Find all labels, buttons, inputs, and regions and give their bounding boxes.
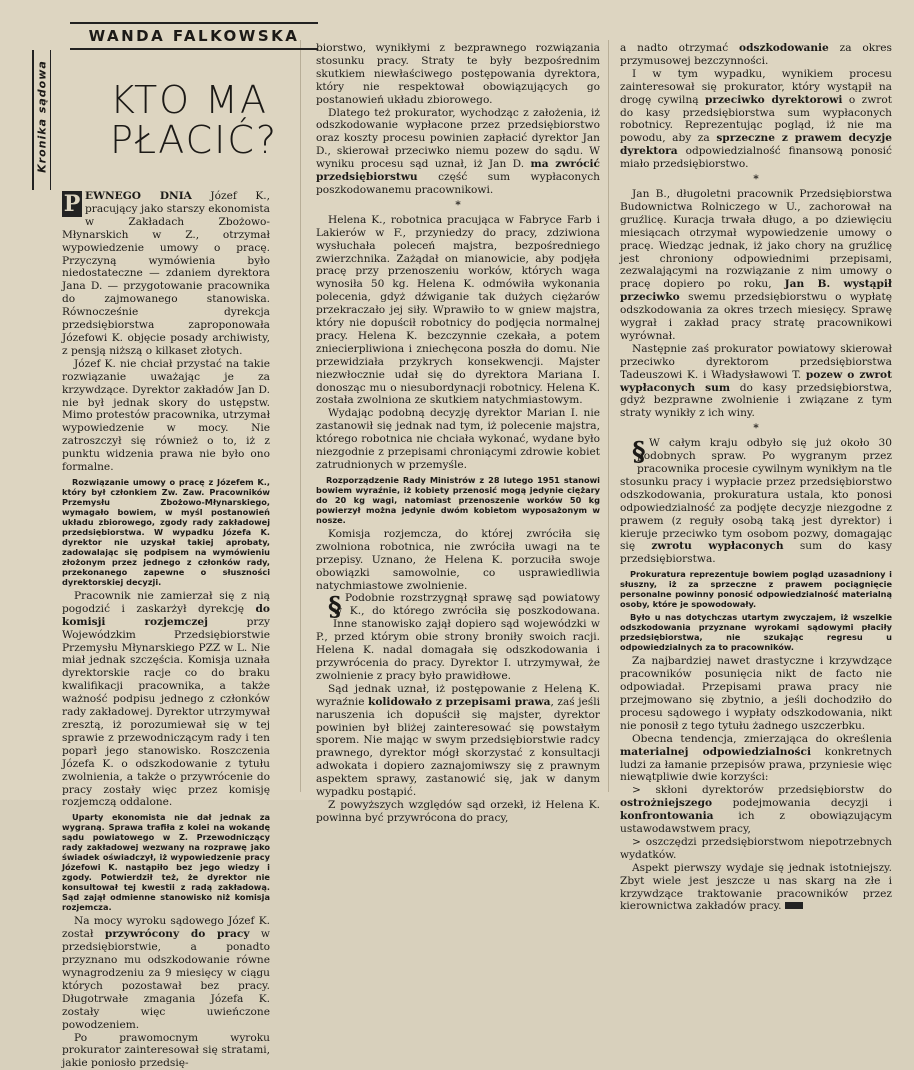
paragraph: Obecna tendencja, zmierzająca do określenia materialnej odpowiedzialności konkretnych ludzi za łamanie przepisów prawa, przyniesie więc niewątpliwie dwie korzyści:	[620, 733, 892, 785]
list-item: > skłoni dyrektorów przedsiębiorstw do ostrożniejszego podejmowania decyzji i konfrontowania ich z obowiązującym ustawodawstwem pracy,	[620, 784, 892, 836]
paragraph-section-icon: §	[316, 594, 330, 620]
paragraph: Sąd jednak uznał, iż postępowanie z Heleną K. wyraźnie kolidowało z przepisami prawa, zaś jeśli naruszenia ich dopuścił się majster, dyrektor powinien był bliżej zainteresować się powstałym sporem. Nie mając w swym przedsiębiorstwie radcy prawnego, dyrektor mógł skorzystać z konsultacji adwokata i dopiero zaznajomiwszy się z prawnym aspektem sprawy, zastanowić się, jak w danym wypadku postąpić.	[316, 683, 600, 799]
inset-note: Rozwiązanie umowy o pracę z Józefem K., który był członkiem Zw. Zaw. Pracowników Przemysłu Zbożowo-Młynarskiego, wymagało bowiem, w myśl postanowień układu zbiorowego, zgody rady zakładowej przedsiębiorstwa. W wypadku Józefa K. dyrektor nie uzyskał takiej aprobaty, zadowalając się podpisem na wymówieniu złożonym przez jednego z członków rady, przekonanego zapewne o słuszności dyrektorskiej decyzji.	[62, 477, 270, 587]
section-separator-star: *	[316, 199, 600, 212]
section-separator-star: *	[620, 173, 892, 186]
paragraph: Wydając podobną decyzję dyrektor Marian I. nie zastanowił się jednak nad tym, iż polecenie majstra, którego robotnica nie chciała wykonać, wydane było niezgodnie z przepisami chroniącymi zdrowie kobiet zatrudnionych w przemyśle.	[316, 407, 600, 472]
drop-cap: P	[62, 191, 82, 217]
paragraph: Komisja rozjemcza, do której zwróciła się zwolniona robotnica, nie zwróciła uwagi na te przepisy. Uznano, że Helena K. porzuciła swoje obowiązki samowolnie, co usprawiedliwia natychmiastowe zwolnienie.	[316, 528, 600, 593]
section-separator-star: *	[620, 422, 892, 435]
headline-line-2: PŁACIĆ?	[110, 120, 310, 160]
end-of-article-mark	[785, 902, 803, 909]
paragraph: Aspekt pierwszy wydaje się jednak istotniejszy. Zbyt wiele jest jeszcze u nas skarg na złe i krzywdzące traktowanie pracowników przez kierownictwa zakładów pracy.	[620, 862, 892, 914]
author-byline: WANDA FALKOWSKA	[70, 22, 318, 50]
article-headline	[110, 80, 310, 160]
paragraph: I w tym wypadku, wynikiem procesu zainteresował się prokurator, który wystąpił na drogę cywilną przeciwko dyrektorowi o zwrot do kasy przedsiębiorstwa sum wypłaconych robotnicy. Reprezentując pogląd, iż nie ma powodu, aby za sprzeczne z prawem decyzje dyrektora odpowiedzialność finansową ponosić miało przedsiębiorstwo.	[620, 68, 892, 171]
paragraph: biorstwo, wynikłymi z bezprawnego rozwiązania stosunku pracy. Straty te były bezpośrednim skutkiem niewłaściwego postępowania dyrektora, który nie respektował obowiązujących go postanowień układu zbiorowego.	[316, 42, 600, 107]
article-column-1	[62, 190, 270, 792]
paragraph: § W całym kraju odbyło się już około 30 podobnych spraw. Po wygranym przez pracownika procesie cywilnym wynikłym na tle stosunku pracy i wypłacie przez przedsiębiorstwo odszkodowania, prokuratura ustala, kto ponosi odpowiedzialność za podjęte decyzje niezgodne z prawem (z reguły osobą taką jest dyrektor) i kieruje przeciwko tym osobom pozwy, domagając się zwrotu wypłaconych sum do kasy przedsiębiorstwa.	[620, 437, 892, 566]
headline-line-1: KTO MA	[110, 80, 310, 120]
paragraph: Pracownik nie zamierzał się z nią pogodzić i zaskarżył dyrekcję do komisji rozjemczej przy Wojewódzkim Przedsiębiorstwie Przemysłu Młynarskiego PZZ w L. Nie miał jednak szczęścia. Komisja uznała dyrektorskie racje co do braku kwalifikacji pracownika, a także ważność podpisu jednego z członków rady zakładowej. Dyrektor utrzymywał zresztą, iż porozumiewał się w tej sprawie z przewodniczącym rady i ten poparł jego stanowisko. Roszczenia Józefa K. o odszkodowanie z tytułu zwolnienia, a także o przywrócenie do pracy zostały więc przez komisję rozjemczą oddalone.	[62, 590, 270, 809]
paragraph: P EWNEGO DNIA Józef K., pracujący jako starszy ekonomista w Zakładach Zbożowo-Młynarskich w Z., otrzymał wypowiedzenie umowy o pracę. Przyczyną wymówienia było niedostateczne — zdaniem dyrektora Jana D. — przygotowanie pracownika do zajmowanego stanowiska. Równocześnie dyrekcja przedsiębiorstwa zaproponowała Józefowi K. objęcie posady archiwisty, z pensją niższą o kilkaset złotych.	[62, 190, 270, 358]
paragraph: Po prawomocnym wyroku prokurator zainteresował się stratami, jakie poniosło przedsię-	[62, 1032, 270, 1070]
inset-note: Uparty ekonomista nie dał jednak za wygraną. Sprawa trafiła z kolei na wokandę sądu powiatowego w Z. Przewodniczący rady zakładowej wezwany na rozprawę jako świadek oświadczył, iż wypowiedzenie pracy Józefowi K. nastąpiło bez jego wiedzy i zgody. Potwierdził też, że dyrektor nie konsultował tej kwestii z radą zakładową. Sąd zajął odmienne stanowisko niż komisja rozjemcza.	[62, 812, 270, 912]
inset-note: Prokuratura reprezentuje bowiem pogląd uzasadniony i słuszny, iż za sprzeczne z prawem pociągnięcie personalne powinny ponosić odpowiedzialność materialną osoby, które je spowodowały.	[620, 569, 892, 609]
inset-note: Rozporządzenie Rady Ministrów z 28 lutego 1951 stanowi bowiem wyraźnie, iż kobiety przenosić mogą jedynie ciężary do 20 kg wagi, natomiast przenoszenie worków 50 kg powierzył można jedynie dwóm kobietom wyposażonym w nosze.	[316, 475, 600, 525]
paragraph: a nadto otrzymać odszkodowanie za okres przymusowej bezczynności.	[620, 42, 892, 68]
paragraph: Za najbardziej nawet drastyczne i krzywdzące pracowników posunięcia nikt de facto nie odpowiadał. Przepisami prawa pracy nie przejmowano się zbytnio, a jeśli dochodziło do procesu sądowego i wypłaty odszkodowania, nikt nie ponosił z tego tytułu żadnego uszczerbku.	[620, 655, 892, 732]
rubric-label: Kronika sądowa	[36, 47, 49, 187]
article-column-3	[620, 42, 892, 792]
column-rule	[608, 40, 609, 792]
paragraph: Dlatego też prokurator, wychodząc z założenia, iż odszkodowanie wypłacone przez przedsiębiorstwo oraz koszty procesu powinien zapłacić dyrektor Jan D., skierował przeciwko niemu pozew do sądu. W wyniku procesu sąd uznał, iż Jan D. ma zwrócić przedsiębiorstwu część sum wypłaconych poszkodowanemu pracownikowi.	[316, 107, 600, 197]
paragraph: Józef K. nie chciał przystać na takie rozwiązanie uważając je za krzywdzące. Dyrektor zakładów Jan D. nie był jednak skory do ustępstw. Mimo protestów pracownika, utrzymał wypowiedzenie w mocy. Nie zatroszczył się również o to, iż z punktu widzenia prawa nie było ono formalne.	[62, 358, 270, 474]
paragraph-section-icon: §	[620, 439, 634, 465]
list-item: > oszczędzi przedsiębiorstwom niepotrzebnych wydatków.	[620, 836, 892, 862]
paragraph: Helena K., robotnica pracująca w Fabryce Farb i Lakierów w F., przyniedzy do pracy, zdziwiona wysłuchała poleceń majstra, bezpośredniego zwierzchnika. Zażądał on mianowicie, aby podjęła pracę przy przenoszeniu worków, których waga wynosiła 50 kg. Helena K. odmówiła wykonania polecenia, gdyż dźwiganie tak dużych ciężarów przekraczało jej siły. Wprawiło to w gniew majstra, który nie dopuścił robotnicy do podjęcia normalnej pracy. Helena K. bezczynnie czekała, a potem zniecierpliwiona i zniechęcona poszła do domu. Nie przewidziała przykrych konsekwencji. Majster niezwłocznie udał się do dyrektora Mariana I. donosząc mu o niesubordynacji robotnicy. Helena K. została zwolniona ze skutkiem natychmiastowym.	[316, 214, 600, 408]
section-rubric	[32, 50, 51, 190]
paragraph: § Podobnie rozstrzygnął sprawę sąd powiatowy w K., do którego zwróciła się poszkodowana. Inne stanowisko zajął dopiero sąd wojewódzki w P., przed którym obie strony broniły swoich racji. Helena K. nadal domagała się odszkodowania i przywrócenia do pracy. Dyrektor I. utrzymywał, że zwolnienie z pracy było prawidłowe.	[316, 592, 600, 682]
inset-note: Było u nas dotychczas utartym zwyczajem, iż wszelkie odszkodowania przyznane wyrokami sądowymi płaciły przedsiębiorstwa, nie szukając regresu u odpowiedzialnych za to pracowników.	[620, 612, 892, 652]
paragraph: Następnie zaś prokurator powiatowy skierował przeciwko dyrektorom przedsiębiorstwa Tadeuszowi K. i Władysławowi T. pozew o zwrot wypłaconych sum do kasy przedsiębiorstwa, gdyż bezprawne zwolnienie i związane z tym straty wynikły z ich winy.	[620, 343, 892, 420]
article-column-2	[316, 42, 600, 792]
paragraph: Na mocy wyroku sądowego Józef K. został przywrócony do pracy w przedsiębiorstwie, a ponadto przyznano mu odszkodowanie równe wynagrodzeniu za 9 miesięcy w ciągu których pozostawał bez pracy. Długotrwałe zmagania Józefa K. zostały więc uwieńczone powodzeniem.	[62, 915, 270, 1031]
paragraph: Z powyższych względów sąd orzekł, iż Helena K. powinna być przywrócona do pracy,	[316, 799, 600, 825]
paragraph: Jan B., długoletni pracownik Przedsiębiorstwa Budownictwa Rolniczego w U., zachorował na gruźlicę. Kuracja trwała długo, a po dziewięciu miesiącach otrzymał wypowiedzenie umowy o pracę. Wiedząc jednak, iż jako chory na gruźlicę jest chroniony odpowiednimi przepisami, zezwalającymi na rozwiązanie z nim umowy o pracę dopiero po roku, Jan B. wystąpił przeciwko swemu przedsiębiorstwu o wypłatę odszkodowania za okres trzech miesięcy. Sprawę wygrał i zakład pracy stratę pracownikowi wyrównał.	[620, 188, 892, 343]
